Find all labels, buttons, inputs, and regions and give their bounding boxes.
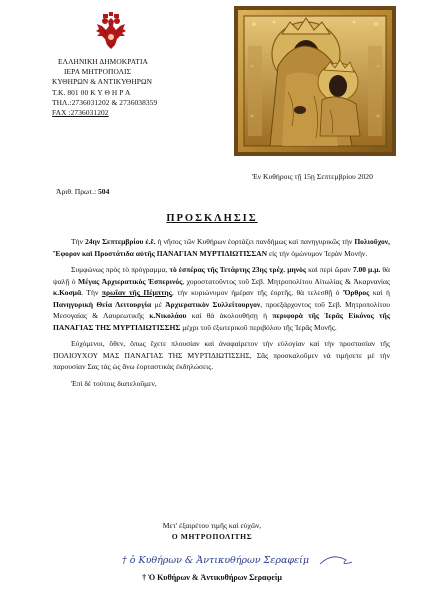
myrtidiotissa-icon-image [234,6,396,156]
double-headed-eagle-emblem-icon [94,12,128,52]
handwritten-signature [100,548,360,570]
protocol-number: 504 [98,187,110,196]
paragraph-program: Συμφώνως πρὸς τὸ πρόγραμμα, τὸ ἑσπέρας τῆς Τετάρτης 23ης τρέχ. μηνὸς καὶ περὶ ὥραν 7.00 μ.μ. θὰ ψαλῇ ὁ Μέγας Ἀρχιερατικὸς Ἑσπερινός, χοροστατοῦντος τοῦ Σεβ. Μητροπολίτου Αἰτωλίας & Ἀκαρνανίας κ.Κοσμᾶ. Τὴν πρωΐαν τῆς Πέμπτης, τὴν κυριώνυμον ἡμέραν τῆς ἑορτῆς, θὰ τελεσθῇ ὁ Ὄρθρος καὶ ἡ Πανηγυρικὴ Θεία Λειτουργία μὲ Ἀρχιερατικὸν Συλλείτουργον, προεξάρχοντος τοῦ Σεβ. Μητροπολίτου Μεσογαίας & Λαυρεωτικῆς κ.Νικολάου καὶ θὰ ἀκολουθήσῃ ἡ περιφορὰ τῆς Ἱερᾶς Εἰκόνος τῆς ΠΑΝΑΓΙΑΣ ΤΗΣ ΜΥΡΤΙΔΙΩΤΙΣΣΗΣ μέχρι τοῦ ἐξωτερικοῦ περιβόλου τῆς Ἱερᾶς Μονῆς. [53,265,391,332]
letterhead-country: ΕΛΛΗΝΙΚΗ ΔΗΜΟΚΡΑΤΙΑ [58,57,148,66]
paragraph-closing-remark: Ἐπὶ δὲ τούτοις διατελοῦμεν, [71,378,157,388]
letterhead-see: ΚΥΘΗΡΩΝ & ΑΝΤΙΚΥΘΗΡΩΝ [52,77,153,87]
letterhead [52,57,202,118]
metropolitan-title: Ο ΜΗΤΡΟΠΟΛΙΤΗΣ [171,532,253,541]
signature-script: † ὁ Κυθήρων & Ἀντικυθήρων Σεραφείμ [122,555,310,566]
document-date: Ἐν Κυθήροις τῇ 15ῃ Σεπτεμβρίου 2020 [252,172,373,181]
document-title [0,213,424,224]
letter-body [53,236,390,389]
title-text: ΠΡΟΣΚΛΗΣΙΣ [166,213,258,224]
paragraph-feast-announcement: Τὴν 24ην Σεπτεμβρίου ἐ.ἔ. ἡ νῆσος τῶν Κυθήρων ἑορτάζει πανδήμως καὶ πανηγυρικῶς τὴν Πολιοῦχον, Ἔφορον καὶ Προστάτιδα αὐτῆς ΠΑΝΑΓΙΑΝ ΜΥΡΤΙΔΙΩΤΙΣΣΑΝ εἰς τὴν ὁμώνυμον Ἱερὰν Μονήν. [53,237,390,258]
letterhead-metropolis: ΙΕΡΑ ΜΗΤΡΟΠΟΛΙΣ [64,67,132,77]
paragraph-invitation: Εὐχόμενοι, ὅθεν, ὅπως ἔχετε πλουσίαν καὶ ἀναφαίρετον τὴν εὐλογίαν καὶ τὴν προστασίαν τῆς ΠΟΛΙΟΥΧΟΥ ΜΑΣ ΠΑΝΑΓΙΑΣ ΤΗΣ ΜΥΡΤΙΔΙΩΤΙΣΣΗΣ, Σᾶς προσκαλοῦμεν νὰ τιμήσετε μὲ τὴν παρουσίαν Σας τὰς ὡς ἄνω ἑορταστικὰς ἐκδηλώσεις. [53,339,390,371]
protocol-number-line [56,187,109,196]
letterhead-phone: ΤΗΛ.:2736031202 & 2736038359 [52,97,158,107]
signer-name: † Ὁ Κυθήρων & Ἀντικυθήρων Σεραφείμ [142,573,282,582]
protocol-label: Ἀριθ. Πρωτ.: [56,187,97,196]
letterhead-postcode: Τ.Κ. 801 00 Κ Υ Θ Η Ρ Α [52,87,131,97]
closing-block [0,520,424,542]
letterhead-fax: FAX :2736031202 [52,108,109,118]
closing-regards: Μετ' ἐξαιρέτου τιμῆς καὶ εὐχῶν, [162,521,262,530]
